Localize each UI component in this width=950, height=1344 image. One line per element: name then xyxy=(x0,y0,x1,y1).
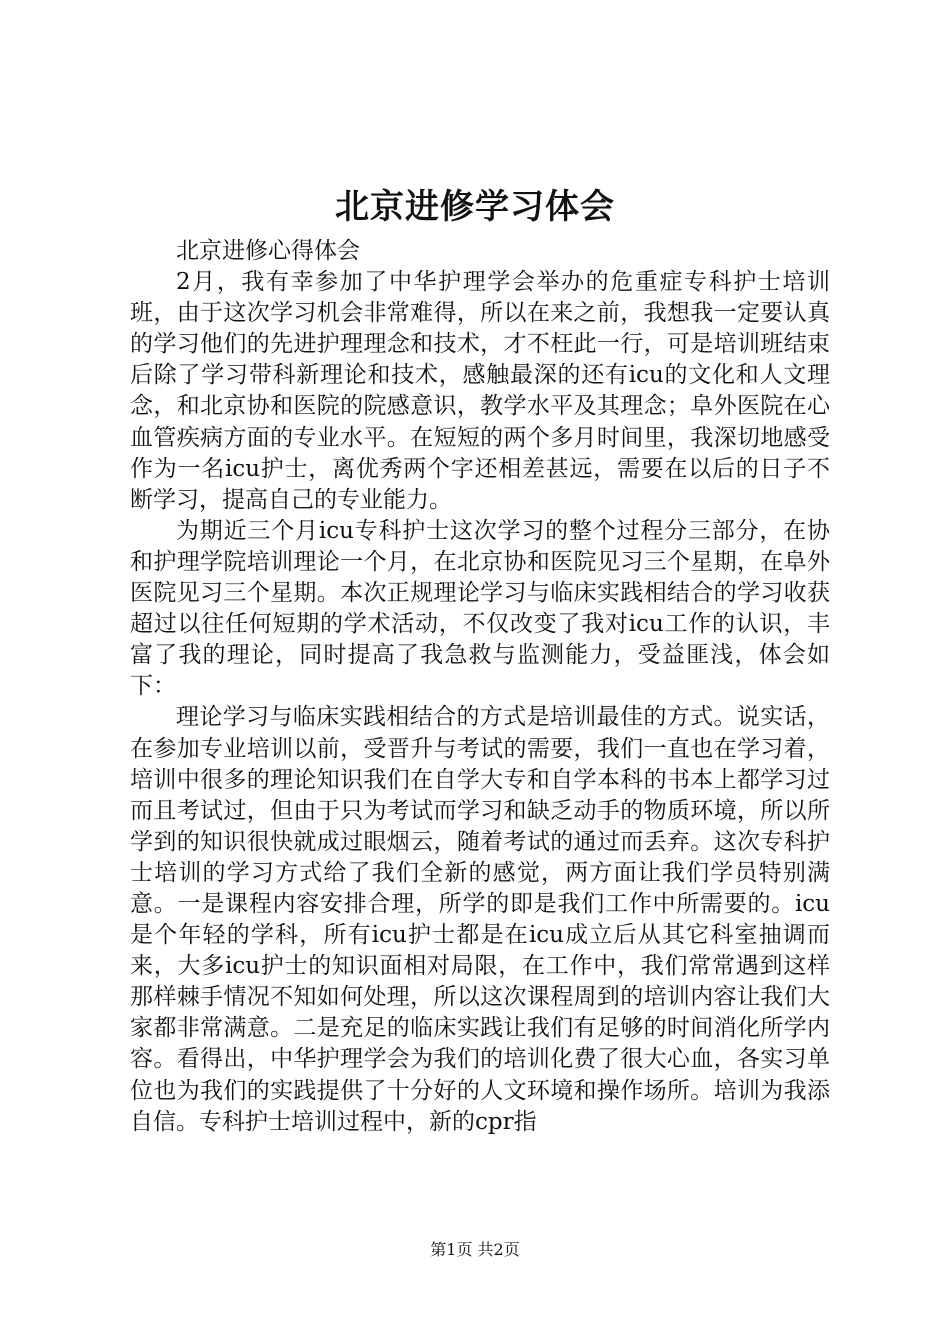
paragraph-subtitle: 北京进修心得体会 xyxy=(176,238,360,264)
paragraph-theory-practice: 理论学习与临床实践相结合的方式是培训最佳的方式。说实话，在参加专业培训以前，受晋升与考试的需要，我们一直也在学习着，培训中很多的理论知识我们在自学大专和自学本科的书本上都学习过而且考试过，但由于只为考试而学习和缺乏动手的物质环境，所以所学到的知识很快就成过眼烟云，随着考试的通过而丢弃。这次专科护士培训的学习方式给了我们全新的感觉，两方面让我们学员特别满意。一是课程内容安排合理，所学的即是我们工作中所需要的。icu是个年轻的学科，所有icu护士都是在icu成立后从其它科室抽调而来，大多icu护士的知识面相对局限，在工作中，我们常常遇到这样那样棘手情况不知如何处理，所以这次课程周到的培训内容让我们大家都非常满意。二是充足的临床实践让我们有足够的时间消化所学内容。看得出，中华护理学会为我们的培训化费了很大心血，各实习单位也为我们的实践提供了十分好的人文环境和操作场所。培训为我添自信。专科护士培训过程中，新的cpr指 xyxy=(130,704,830,1135)
paragraph-intro: 2月，我有幸参加了中华护理学会举办的危重症专科护士培训班，由于这次学习机会非常难得，所以在来之前，我想我一定要认真的学习他们的先进护理理念和技术，才不枉此一行，可是培训班结束后除了学习带科新理论和技术，感触最深的还有icu的文化和人文理念，和北京协和医院的院感意识，教学水平及其理念；阜外医院在心血管疾病方面的专业水平。在短短的两个多月时间里，我深切地感受作为一名icu护士，离优秀两个字还相差甚远，需要在以后的日子不断学习，提高自己的专业能力。 xyxy=(130,269,830,513)
document-body xyxy=(130,236,830,1138)
paragraph-training-structure: 为期近三个月icu专科护士这次学习的整个过程分三部分，在协和护理学院培训理论一个月，在北京协和医院见习三个星期，在阜外医院见习三个星期。本次正规理论学习与临床实践相结合的学习收获超过以往任何短期的学术活动，不仅改变了我对icu工作的认识，丰富了我的理论，同时提高了我急救与监测能力，受益匪浅，体会如下： xyxy=(130,517,830,700)
document-title: 北京进修学习体会 xyxy=(335,187,615,227)
page-footer: 第1页 共2页 xyxy=(430,1240,520,1259)
